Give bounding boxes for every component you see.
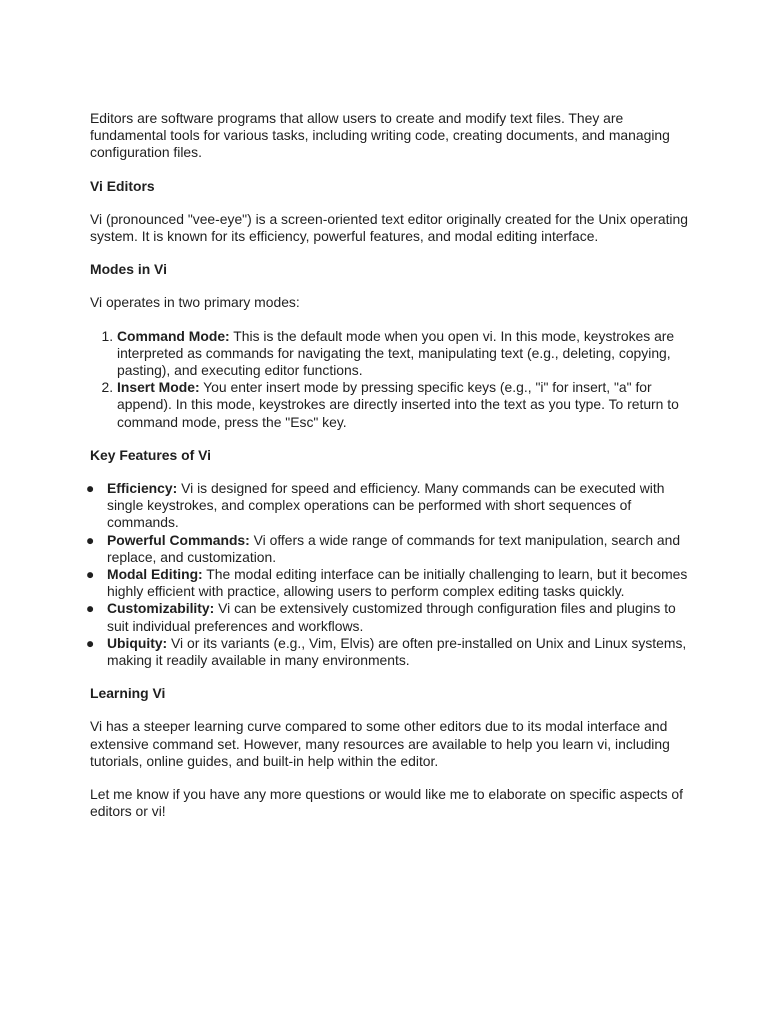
list-item-term: Efficiency: [107, 480, 178, 497]
list-item [117, 328, 690, 380]
section-heading-features: Key Features of Vi [90, 446, 211, 463]
modes-intro-paragraph: Vi operates in two primary modes: [90, 294, 300, 311]
bullet-icon: ● [86, 566, 95, 583]
list-item-text: Vi can be extensively customized through configuration files and plugins to suit individual preferences and workflows. [107, 600, 676, 634]
intro-paragraph: Editors are software programs that allow users to create and modify text files. They are fundamental tools for various tasks, including writing code, creating documents, and managing configuration files. [90, 110, 670, 161]
list-item [86, 480, 690, 532]
list-item-text: You enter insert mode by pressing specific keys (e.g., "i" for insert, "a" for append). In this mode, keystrokes are directly inserted into the text as you type. To return to command mode, press the "Esc" key. [117, 379, 679, 430]
list-item [86, 566, 690, 600]
list-item-text: Vi offers a wide range of commands for text manipulation, search and replace, and customization. [107, 531, 681, 565]
document-body [86, 110, 690, 837]
section-heading-learning: Learning Vi [90, 685, 166, 702]
list-item [86, 634, 690, 669]
list-item-term: Powerful Commands: [107, 531, 250, 548]
bullet-icon: ● [86, 531, 95, 548]
list-item [86, 600, 690, 634]
learning-paragraph: Vi has a steeper learning curve compared to some other editors due to its modal interface and extensive command set. However, many resources are available to help you learn vi, including tutorials, online guides, and built-in help within the editor. [90, 718, 670, 769]
vi-editors-paragraph: Vi (pronounced "vee-eye") is a screen-oriented text editor originally created for the Unix operating system. It is known for its efficiency, powerful features, and modal editing interface. [90, 210, 688, 245]
list-item-term: Command Mode: [117, 327, 230, 344]
list-item-term: Insert Mode: [117, 379, 200, 396]
bullet-icon: ● [86, 480, 95, 497]
features-list [86, 480, 690, 669]
list-item [117, 379, 690, 431]
list-item-text: The modal editing interface can be initially challenging to learn, but it becomes highly efficient with practice, allowing users to perform complex editing tasks quickly. [107, 566, 688, 600]
list-item-term: Customizability: [107, 600, 215, 617]
bullet-icon: ● [86, 634, 95, 651]
list-item-term: Ubiquity: [107, 634, 168, 651]
list-item-term: Modal Editing: [107, 566, 203, 583]
section-heading-vi-editors: Vi Editors [90, 177, 155, 194]
list-item-text: This is the default mode when you open vi. In this mode, keystrokes are interpreted as commands for navigating the text, manipulating text (e.g., deleting, copying, pasting), and executing editor functions. [117, 327, 675, 379]
section-heading-modes: Modes in Vi [90, 261, 167, 278]
modes-list [90, 328, 690, 431]
closing-paragraph: Let me know if you have any more questions or would like me to elaborate on specific aspects of editors or vi! [90, 786, 683, 820]
list-item-text: Vi or its variants (e.g., Vim, Elvis) are often pre-installed on Unix and Linux systems, making it readily available in many environments. [107, 634, 687, 669]
list-item-text: Vi is designed for speed and efficiency. Many commands can be executed with single keystrokes, and complex operations can be performed with short sequences of commands. [107, 480, 665, 531]
list-item [86, 531, 690, 566]
bullet-icon: ● [86, 600, 95, 617]
